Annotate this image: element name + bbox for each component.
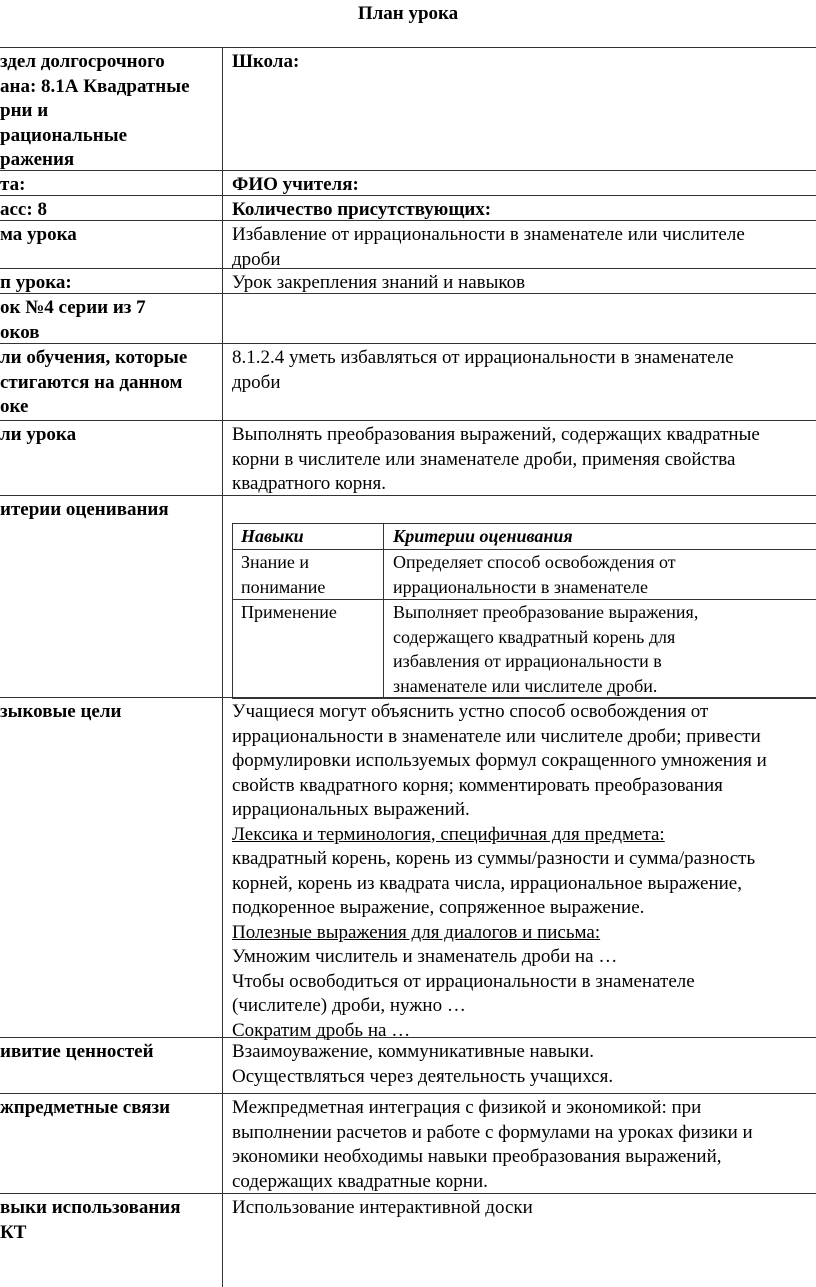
row-value-line: Межпредметная интеграция с физикой и экономикой: при: [232, 1097, 702, 1118]
skill-line: Применение: [241, 602, 337, 622]
row-label-line: оков: [0, 321, 40, 343]
row-value-line: квадратного корня.: [232, 473, 386, 494]
row-value-line: ФИО учителя:: [232, 174, 359, 195]
row-value: [232, 223, 816, 272]
skill-cell: [241, 550, 325, 599]
row-value-line: Осуществляться через деятельность учащихся.: [232, 1065, 614, 1087]
row-label-line: ли обучения, которые: [0, 347, 188, 368]
row-value-line: корни в числителе или знаменателе дроби, применяя свойства: [232, 448, 736, 470]
row-value-line: Умножим числитель и знаменатель дроби на …: [232, 946, 618, 967]
row-value: [232, 346, 816, 395]
row-label: [0, 50, 220, 173]
row-value: [232, 271, 816, 296]
row-value-line: подкоренное выражение, сопряженное выражение.: [232, 897, 645, 918]
row-label-line: рациональные: [0, 124, 127, 146]
row-value: [232, 1040, 816, 1089]
criteria-line: Определяет способ освобождения от: [393, 552, 676, 572]
row-label: [0, 223, 220, 248]
row-label-line: ана: 8.1А Квадратные: [0, 75, 190, 97]
row-value-line: иррациональности в знаменателе или числителе дроби; привести: [232, 725, 761, 747]
row-value-line: экономики необходимы навыки преобразования выражений,: [232, 1146, 722, 1167]
row-value-line: формулировки используемых формул сокращенного умножения и: [232, 750, 767, 771]
row-value-line: 8.1.2.4 уметь избавляться от иррациональности в знаменателе: [232, 347, 734, 368]
table-row-border: [0, 47, 816, 48]
row-value: [232, 50, 816, 75]
row-value-line: Использование интерактивной доски: [232, 1197, 533, 1218]
skill-line: понимание: [241, 576, 326, 597]
row-label-line: та:: [0, 174, 26, 195]
row-value: [232, 198, 816, 223]
row-label-line: ли урока: [0, 424, 77, 445]
criteria-line: содержащего квадратный корень для: [393, 626, 676, 647]
row-value: [232, 1196, 816, 1221]
header-skills: Навыки: [241, 526, 304, 546]
row-label-line: ивитие ценностей: [0, 1041, 154, 1062]
row-label: [0, 173, 220, 198]
page-title: План урока: [357, 3, 459, 24]
row-value: [232, 423, 816, 497]
row-value-line: Взаимоуважение, коммуникативные навыки.: [232, 1041, 595, 1062]
row-label: [0, 346, 220, 420]
criteria-line: Выполняет преобразование выражения,: [393, 602, 699, 622]
row-value: [232, 1096, 816, 1194]
row-value-line: дроби: [232, 371, 281, 393]
criteria-line: избавления от иррациональности в: [393, 651, 662, 671]
row-label-line: стигаются на данном: [0, 371, 183, 393]
row-value-line: Чтобы освободиться от иррациональности в знаменателе: [232, 970, 695, 992]
row-value-line: Сократим дробь на …: [232, 1019, 411, 1041]
row-label: [0, 498, 220, 523]
row-value-line: корней, корень из квадрата числа, иррациональное выражение,: [232, 872, 742, 894]
row-label-line: оке: [0, 396, 29, 417]
row-label: [0, 1040, 220, 1065]
column-divider: [222, 47, 223, 1287]
row-label-line: ок №4 серии из 7: [0, 297, 146, 318]
row-value-line: иррациональных выражений.: [232, 799, 470, 820]
criteria-line: знаменателе или числителе дроби.: [393, 675, 658, 696]
assessment-criteria-table: [232, 523, 816, 699]
row-value-line: (числителе) дроби, нужно …: [232, 995, 466, 1016]
row-value-line: содержащих квадратные корни.: [232, 1170, 488, 1192]
row-value: [232, 173, 816, 198]
row-value-line: Полезные выражения для диалогов и письма:: [232, 921, 601, 943]
row-label-line: ма урока: [0, 224, 77, 245]
row-value-line: Учащиеся могут объяснить устно способ освобождения от: [232, 701, 709, 722]
row-label-line: зыковые цели: [0, 701, 122, 722]
row-label-line: ражения: [0, 149, 75, 170]
row-label-line: асс: 8: [0, 199, 47, 220]
criteria-line: иррациональности в знаменателе: [393, 576, 649, 597]
table-row-border: [0, 1093, 816, 1094]
table-row-border: [0, 420, 816, 421]
row-label: [0, 1196, 220, 1245]
row-label: [0, 700, 220, 725]
row-label-line: выки использования: [0, 1197, 181, 1218]
row-label-line: жпредметные связи: [0, 1097, 171, 1118]
row-value: [232, 700, 816, 1043]
header-criteria: Критерии оценивания: [393, 526, 573, 546]
row-value-line: свойств квадратного корня; комментировать преобразования: [232, 774, 723, 796]
row-value-line: выполнении расчетов и работе с формулами на уроках физики и: [232, 1121, 753, 1143]
row-label: [0, 296, 220, 345]
row-label-line: рни и: [0, 100, 49, 121]
row-value-line: Лексика и терминология, специфичная для предмета:: [232, 823, 665, 845]
row-label-line: итерии оценивания: [0, 499, 169, 520]
row-label: [0, 271, 220, 296]
row-label: [0, 198, 220, 223]
row-value-line: квадратный корень, корень из суммы/разности и сумма/разность: [232, 848, 756, 869]
row-label-line: КТ: [0, 1221, 27, 1243]
row-value-line: Избавление от иррациональности в знаменателе или числителе: [232, 224, 745, 245]
row-label: [0, 423, 220, 448]
criteria-cell: [393, 600, 698, 698]
skill-line: Знание и: [241, 552, 310, 572]
row-label-line: п урока:: [0, 272, 72, 293]
row-value-line: дроби: [232, 248, 281, 270]
row-value-line: Школа:: [232, 51, 300, 72]
row-value-line: Количество присутствующих:: [232, 199, 492, 220]
row-value-line: Выполнять преобразования выражений, содержащих квадратные: [232, 424, 760, 445]
row-value-line: Урок закрепления знаний и навыков: [232, 272, 526, 293]
skill-cell: [241, 600, 337, 625]
row-label-line: здел долгосрочного: [0, 51, 165, 72]
inner-column-divider: [383, 524, 384, 698]
criteria-cell: [393, 550, 676, 599]
row-label: [0, 1096, 220, 1121]
